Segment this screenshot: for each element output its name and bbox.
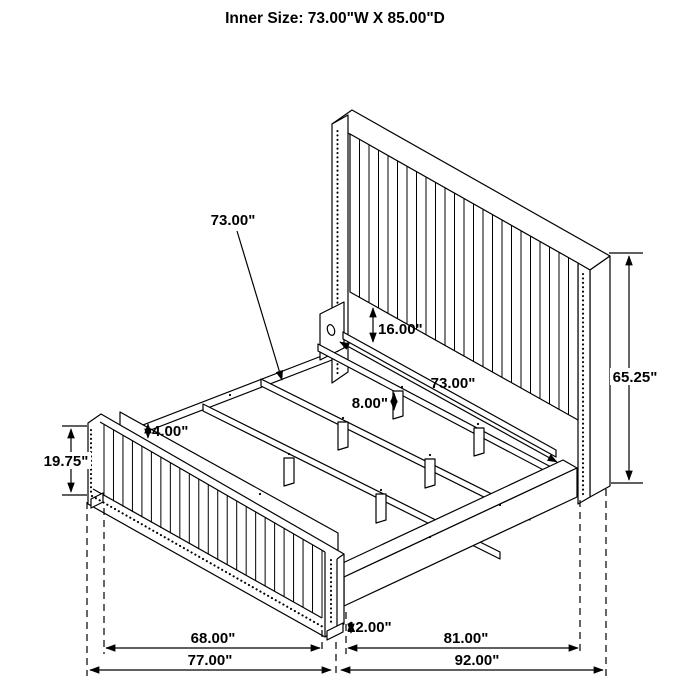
dim-label-slat-pointer: 73.00" xyxy=(210,212,256,229)
dim-label-rail-thickness: 4.00" xyxy=(152,423,189,440)
support-leg xyxy=(474,428,484,456)
support-leg xyxy=(338,422,348,450)
support-leg xyxy=(376,494,386,523)
screw-dot xyxy=(229,394,231,396)
screw-dot xyxy=(259,493,261,495)
dim-label-footboard-inset: 12.00" xyxy=(347,619,392,636)
leader-line-slat xyxy=(237,231,282,380)
dim-label-headboard-clearance: 16.00" xyxy=(378,321,423,338)
screw-dot xyxy=(342,417,344,419)
dim-label-overall-depth: 92.00" xyxy=(454,652,500,669)
headboard-right-side xyxy=(590,256,610,497)
dim-label-footboard-outer-width: 77.00" xyxy=(187,652,233,669)
dim-label-inner-width: 73.00" xyxy=(430,375,476,392)
dim-label-leg-height: 8.00" xyxy=(351,395,388,412)
diagram-title: Inner Size: 73.00"W X 85.00"D xyxy=(225,10,445,27)
dim-label-footboard-inner-width: 68.00" xyxy=(190,630,236,647)
screw-dot xyxy=(380,489,382,491)
support-leg xyxy=(284,458,294,486)
dim-label-rail-span: 81.00" xyxy=(443,630,489,647)
dim-label-headboard-height: 65.25" xyxy=(612,369,658,386)
screw-dot xyxy=(429,536,431,538)
headboard xyxy=(332,110,610,504)
support-leg xyxy=(425,459,435,488)
screw-dot xyxy=(288,453,290,455)
screw-dot xyxy=(499,504,501,506)
right-rail-face xyxy=(344,468,577,606)
screw-dot xyxy=(477,423,479,425)
screw-dot xyxy=(401,386,403,388)
screw-dot xyxy=(429,454,431,456)
dim-label-footboard-height: 19.75" xyxy=(43,453,89,470)
